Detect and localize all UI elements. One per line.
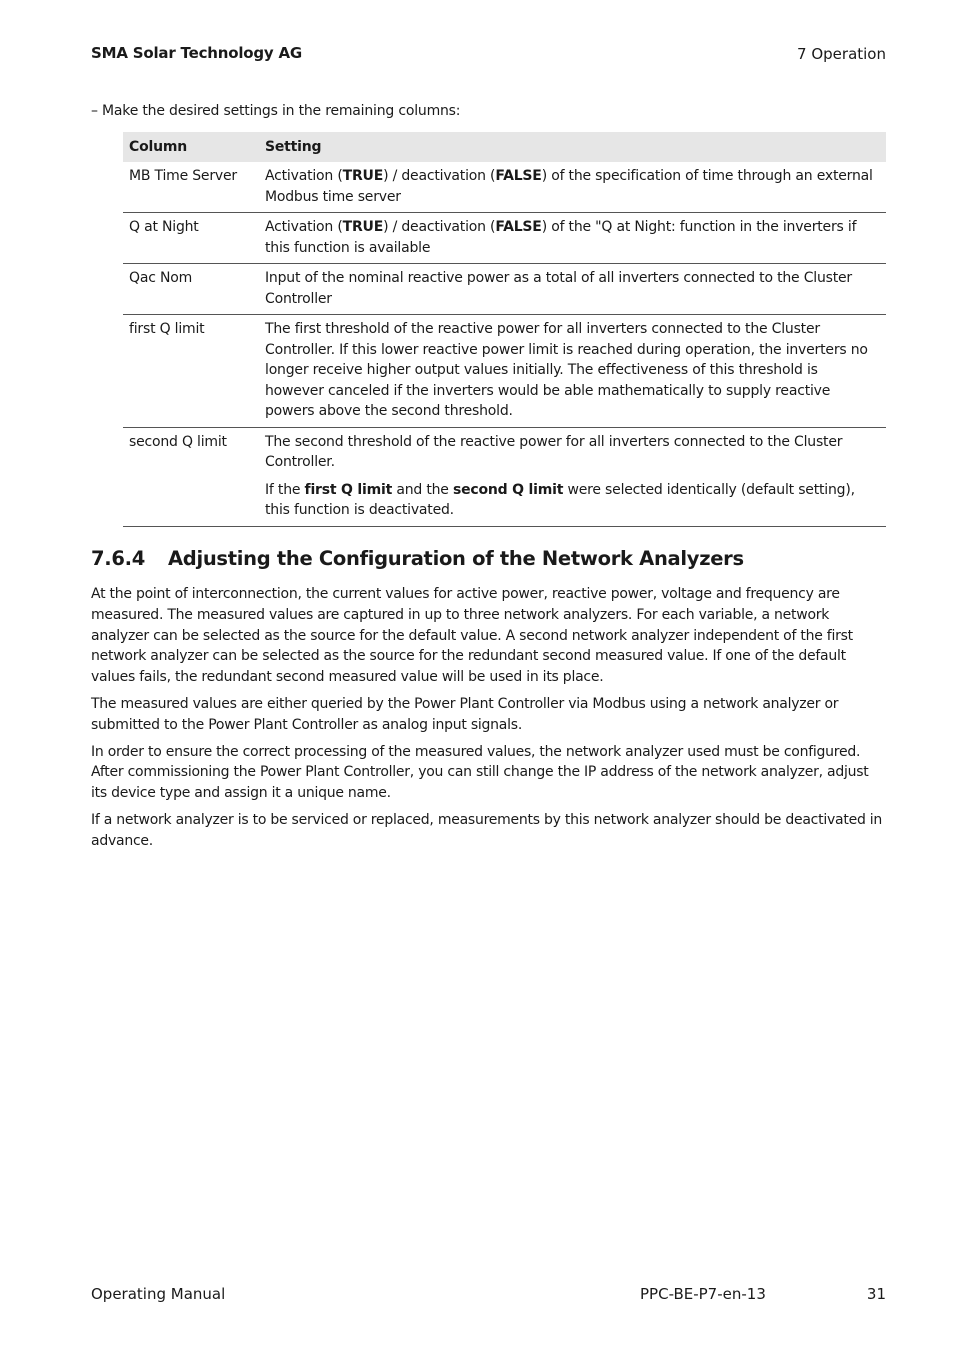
table-row	[123, 162, 886, 213]
section-heading	[91, 547, 744, 570]
footer-title: Operating Manual	[91, 1285, 226, 1303]
paragraph: The measured values are either queried by the Power Plant Controller via Modbus using a network analyzer or submitted to the Power Plant Controller as analog input signals.	[91, 695, 839, 733]
row-column-name: Qac Nom	[123, 264, 259, 315]
paragraph: In order to ensure the correct processing of the measured values, the network analyzer used must be configured. After commissioning the Power Plant Controller, you can still change the IP address of the network analyzer, adjust its device type and assign it a unique name.	[91, 743, 869, 802]
settings-table	[123, 132, 886, 527]
column-header: Column	[123, 132, 259, 162]
header-chapter: 7 Operation	[797, 45, 886, 63]
section-title: Adjusting the Configuration of the Network Analyzers	[168, 547, 744, 570]
section-number: 7.6.4	[91, 547, 146, 570]
section-body	[91, 584, 886, 858]
footer-doc-id: PPC-BE-P7-en-13	[640, 1285, 766, 1303]
row-setting: The second threshold of the reactive power for all inverters connected to the Cluster Controller. If the first Q limit and the second Q limit were selected identically (default setting), this function is deactivated.	[259, 427, 886, 526]
paragraph: At the point of interconnection, the current values for active power, reactive power, voltage and frequency are measured. The measured values are captured in up to three network analyzers. For each variable, a network analyzer can be selected as the source for the default value. A second network analyzer independent of the first network analyzer can be selected as the source for the redundant second measured value. If one of the default values fails, the redundant second measured value will be used in its place.	[91, 586, 853, 686]
setting-header: Setting	[259, 132, 886, 162]
row-setting: The first threshold of the reactive power for all inverters connected to the Cluster Controller. If this lower reactive power limit is reached during operation, the inverters no longer receive higher output values initially. The effectiveness of this threshold is however canceled if the inverters would be able mathematically to supply reactive powers above the second threshold.	[259, 315, 886, 428]
row-column-name: first Q limit	[123, 315, 259, 428]
table-row	[123, 315, 886, 428]
row-setting: Activation (TRUE) / deactivation (FALSE) of the specification of time through an external Modbus time server	[259, 162, 886, 213]
table-row	[123, 264, 886, 315]
intro-text: – Make the desired settings in the remaining columns:	[91, 103, 461, 119]
header-company: SMA Solar Technology AG	[91, 44, 303, 62]
paragraph: If a network analyzer is to be serviced or replaced, measurements by this network analyzer should be deactivated in advance.	[91, 811, 883, 849]
page-number: 31	[866, 1285, 886, 1303]
table-row	[123, 213, 886, 264]
table-row	[123, 427, 886, 526]
row-setting: Activation (TRUE) / deactivation (FALSE) of the "Q at Night: function in the inverters if this function is available	[259, 213, 886, 264]
table-header-row	[123, 132, 886, 162]
row-column-name: MB Time Server	[123, 162, 259, 213]
row-column-name: Q at Night	[123, 213, 259, 264]
row-setting: Input of the nominal reactive power as a total of all inverters connected to the Cluster Controller	[259, 264, 886, 315]
row-column-name: second Q limit	[123, 427, 259, 526]
